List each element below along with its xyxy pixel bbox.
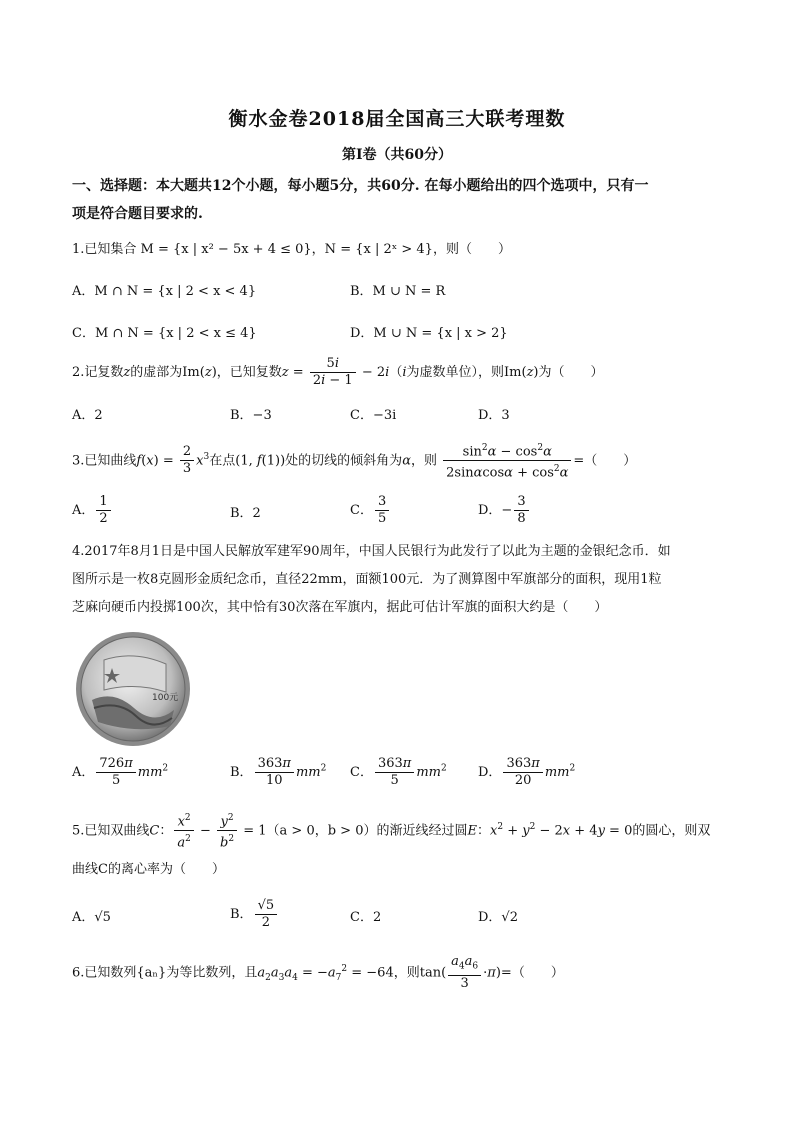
question-1: 1.已知集合 M = {x | x² − 5x + 4 ≤ 0}，N = {x | 2ˣ > 4}，则（ ） (72, 242, 511, 257)
q4-option-c: C． $\frac{363\pi}{5}$ $mm^2$ (350, 756, 447, 788)
q2-option-a: A．2 (72, 408, 103, 423)
q5-option-b: B． $\frac{√5}{2}$ (230, 898, 279, 931)
q2-option-c: C．−3i (350, 408, 397, 423)
question-3: 3.已知曲线f(x) = $\frac{2}{3}$ $x^3$在点(1, f(1))处的切线的倾斜角为α，则 $\frac{\sin^2\alpha - \cos^2\alpha}{2\sin\alpha\cos\alpha + \cos^2\alpha}$ =（ ） (72, 440, 738, 482)
q4-option-b: B． $\frac{363\pi}{10}$ $mm^2$ (230, 756, 327, 788)
q3-option-a: A． $\frac{1}{2}$ (72, 494, 113, 527)
section-heading: 一、选择题：本大题共12个小题，每小题5分，共60分. 在每小题给出的四个选项中，只有一 项是符合题目要求的. (72, 178, 649, 222)
page-subtitle: 第Ⅰ卷（共60分） (341, 147, 453, 163)
q3-option-c: C． $\frac{3}{5}$ (350, 494, 391, 527)
q3-option-d: D．− $\frac{3}{8}$ (478, 494, 531, 527)
q1-option-d: D．M ∪ N = {x | x > 2} (350, 326, 508, 341)
question-2: 2.记复数z的虚部为Im(z)，已知复数z = $\frac{5i}{2i - 1}$ − 2i（i为虚数单位），则Im(z)为（ ） (72, 356, 604, 388)
q5-option-a: A．√5 (72, 910, 111, 925)
page-title: 衡水金卷2018届全国高三大联考理数 (228, 108, 566, 130)
q5-option-d: D．√2 (478, 910, 518, 925)
q5-option-c: C．2 (350, 910, 382, 925)
commemorative-coin-image (74, 630, 192, 748)
question-5: 5.已知双曲线C： $\frac{x^2}{a^2}$ − $\frac{y^2}{b^2}$ = 1（a > 0，b > 0）的渐近线经过圆E：$x^2 + y^2 - 2x + 4y = 0$的圆心，则双 (72, 810, 738, 852)
question-4: 4.2017年8月1日是中国人民解放军建军90周年，中国人民银行为此发行了以此为主题的金银纪念币．如 图所示是一枚8克圆形金质纪念币，直径22mm，面额100元．为了测算图中军旗部分的面积，现用1粒 芝麻向硬币内投掷100次，其中恰有30次落在军旗内，据此可估计军旗的面积大约是（ ） (72, 544, 671, 615)
q4-option-d: D． $\frac{363\pi}{20}$ $mm^2$ (478, 756, 576, 788)
question-5-line2: 曲线C的离心率为（ ） (72, 862, 225, 877)
svg-text:100元: 100元 (152, 693, 179, 703)
q2-option-b: B．−3 (230, 408, 272, 423)
q1-option-b: B．M ∪ N = R (350, 284, 446, 299)
q1-option-a: A．M ∩ N = {x | 2 < x < 4} (72, 284, 257, 299)
question-6: 6.已知数列{aₙ}为等比数列，且$a_2a_3a_4 = -a_7^2 = -64$，则tan( $\frac{a_4a_6}{3}$ ·π)=（ ） (72, 954, 564, 991)
q3-option-b: B．2 (230, 506, 261, 521)
q4-option-a: A． $\frac{726\pi}{5}$ $mm^2$ (72, 756, 169, 788)
q1-option-c: C．M ∩ N = {x | 2 < x ≤ 4} (72, 326, 257, 341)
q2-option-d: D．3 (478, 408, 510, 423)
